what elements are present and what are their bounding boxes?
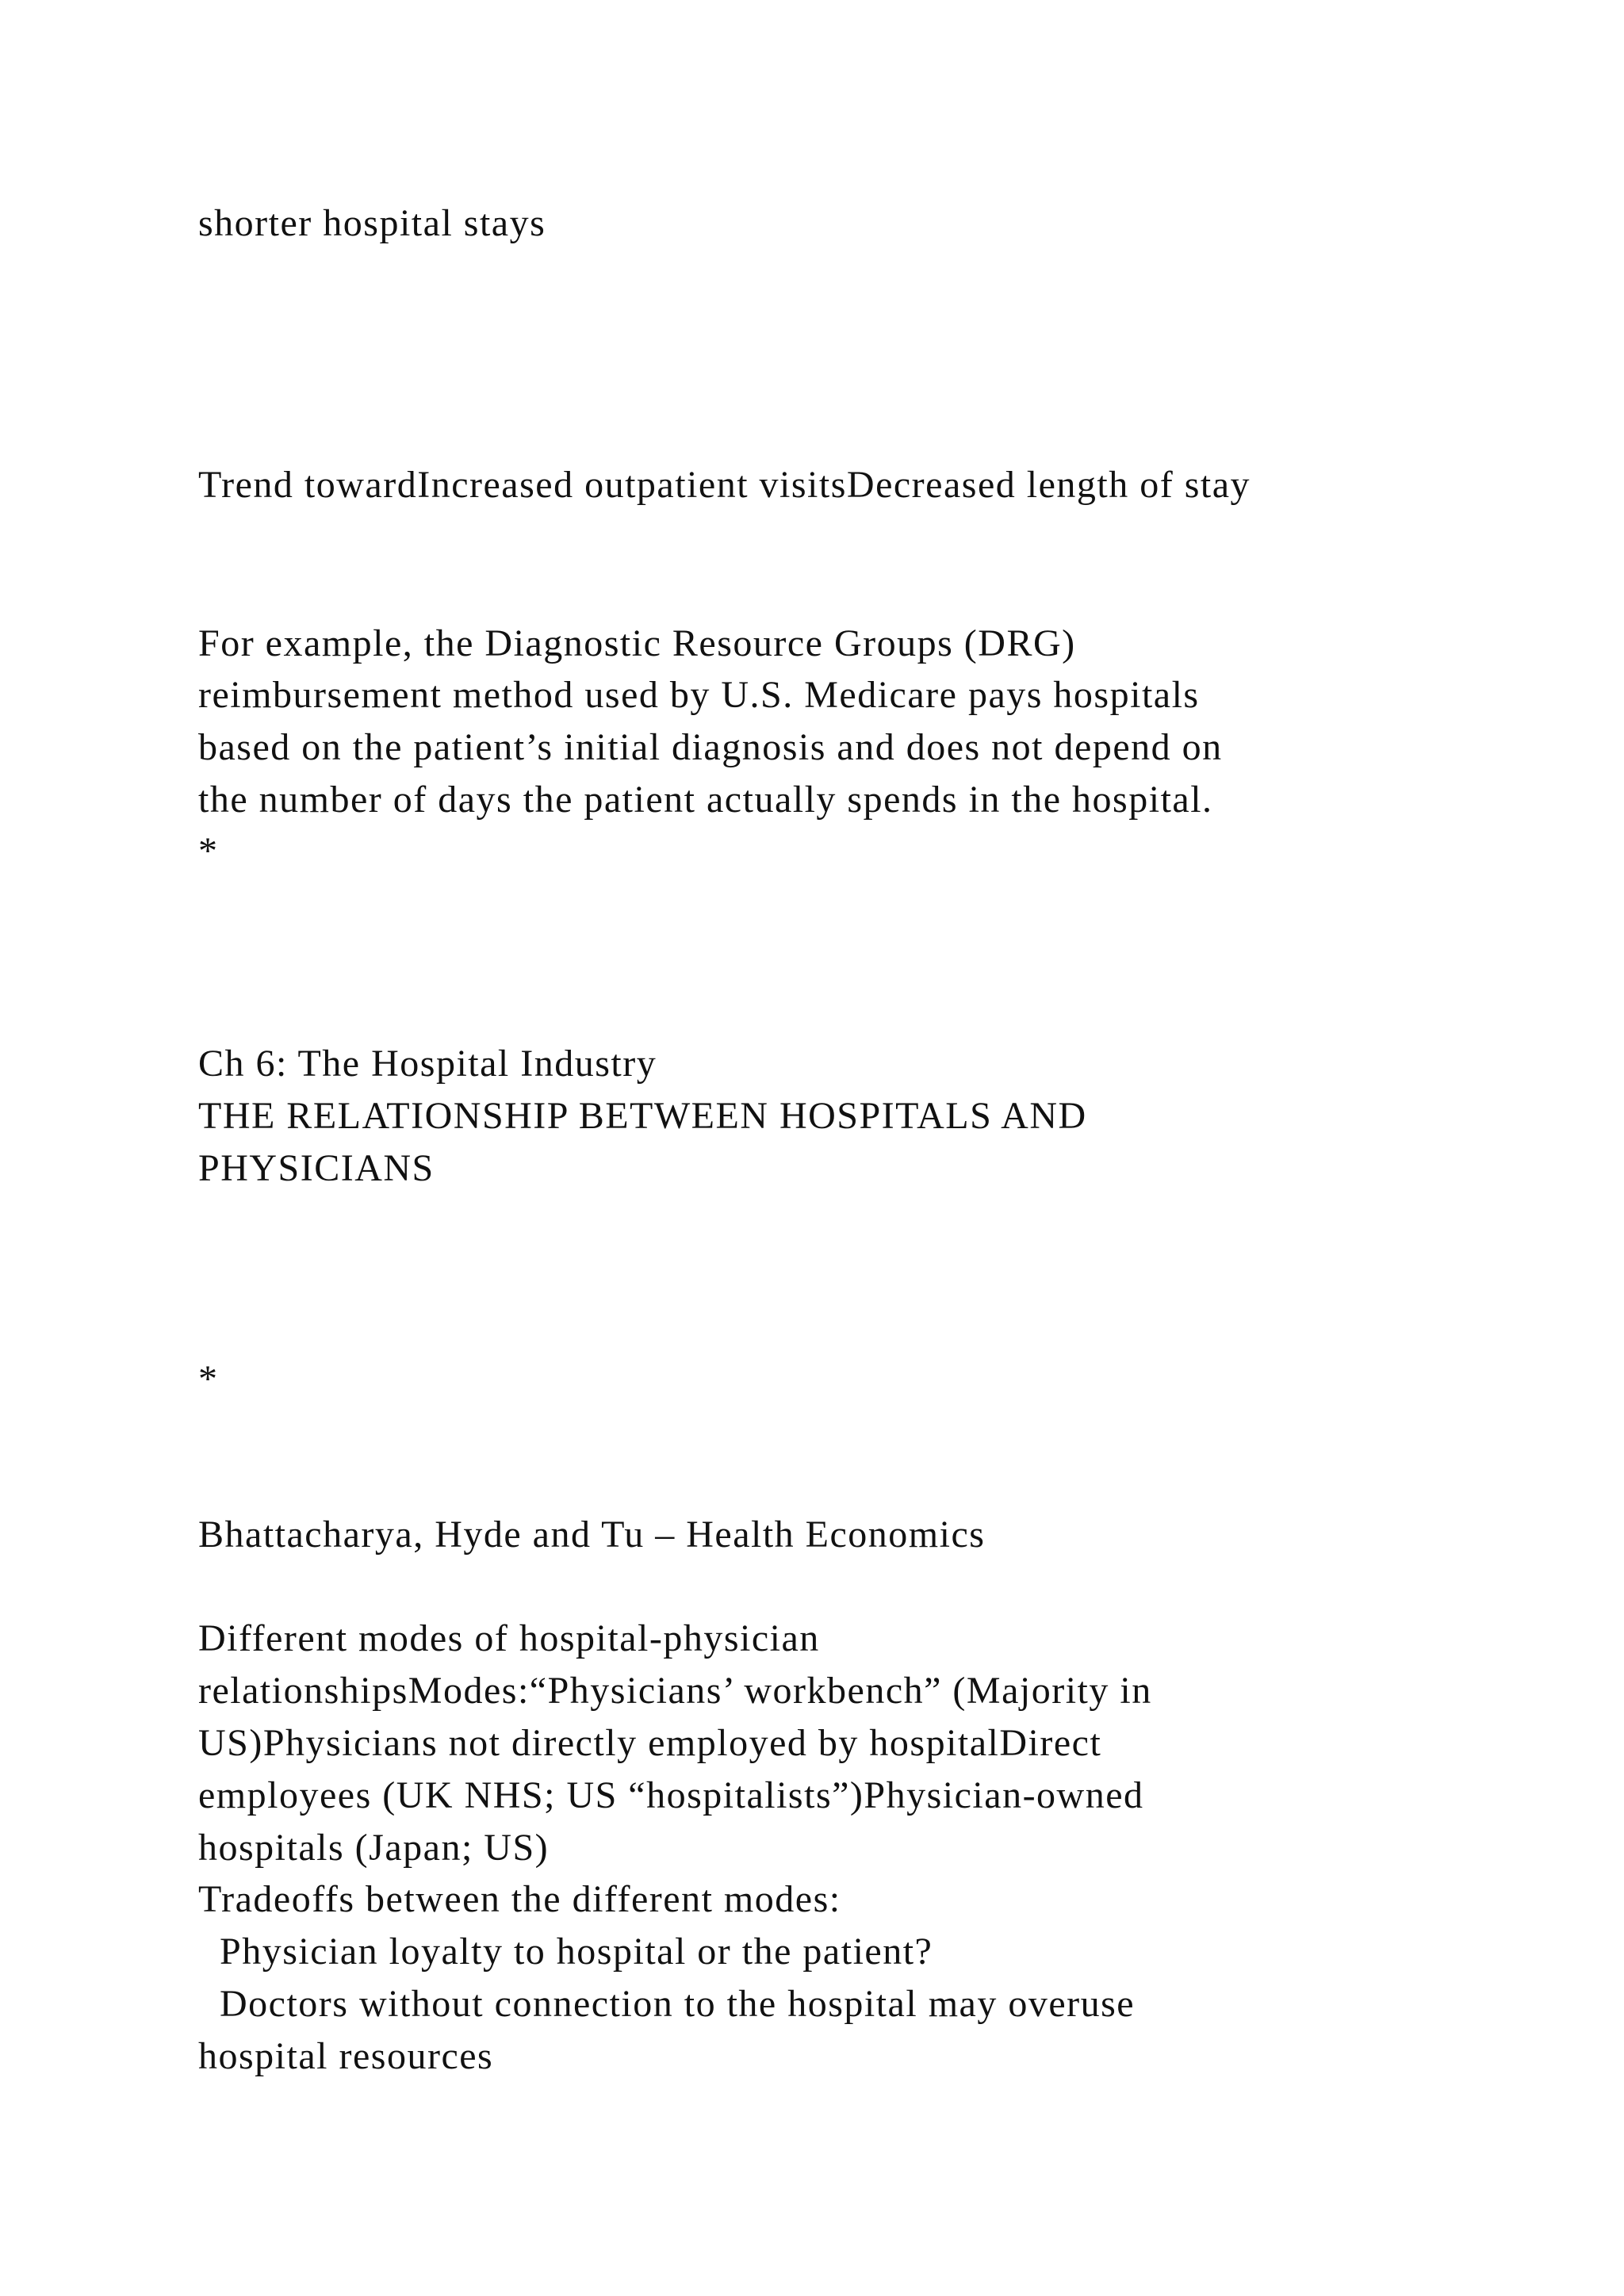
section-heading-line-1: THE RELATIONSHIP BETWEEN HOSPITALS AND — [198, 1095, 1087, 1137]
text-line-tradeoffs-heading: Tradeoffs between the different modes: — [198, 1878, 841, 1920]
chapter-title: Ch 6: The Hospital Industry — [198, 1043, 657, 1085]
text-line-drg-example-3: based on the patient’s initial diagnosis and does not depend on — [198, 726, 1223, 768]
section-heading-line-2: PHYSICIANS — [198, 1147, 435, 1189]
text-line-tradeoff-overuse-cont: hospital resources — [198, 2035, 494, 2077]
text-line-modes-4: employees (UK NHS; US “hospitalists”)Physician-owned — [198, 1774, 1144, 1816]
text-line-drg-example-2: reimbursement method used by U.S. Medicare pays hospitals — [198, 674, 1200, 716]
text-line-drg-example-1: For example, the Diagnostic Resource Groups (DRG) — [198, 622, 1076, 664]
slide-separator-asterisk: * — [198, 830, 219, 872]
text-line-trend-toward: Trend towardIncreased outpatient visitsDecreased length of stay — [198, 464, 1251, 506]
text-line-drg-example-4: the number of days the patient actually spends in the hospital. — [198, 779, 1213, 821]
book-citation: Bhattacharya, Hyde and Tu – Health Economics — [198, 1513, 986, 1556]
text-line-modes-5: hospitals (Japan; US) — [198, 1827, 550, 1869]
text-line-modes-2: relationshipsModes:“Physicians’ workbench” (Majority in — [198, 1670, 1152, 1712]
text-line-modes-1: Different modes of hospital-physician — [198, 1617, 820, 1659]
text-line-tradeoff-overuse: Doctors without connection to the hospital may overuse — [198, 1983, 1136, 2025]
slide-separator-asterisk: * — [198, 1358, 219, 1400]
text-line-tradeoff-loyalty: Physician loyalty to hospital or the patient? — [198, 1931, 933, 1973]
text-line-modes-3: US)Physicians not directly employed by hospitalDirect — [198, 1722, 1102, 1764]
text-line-shorter-hospital-stays: shorter hospital stays — [198, 202, 546, 244]
